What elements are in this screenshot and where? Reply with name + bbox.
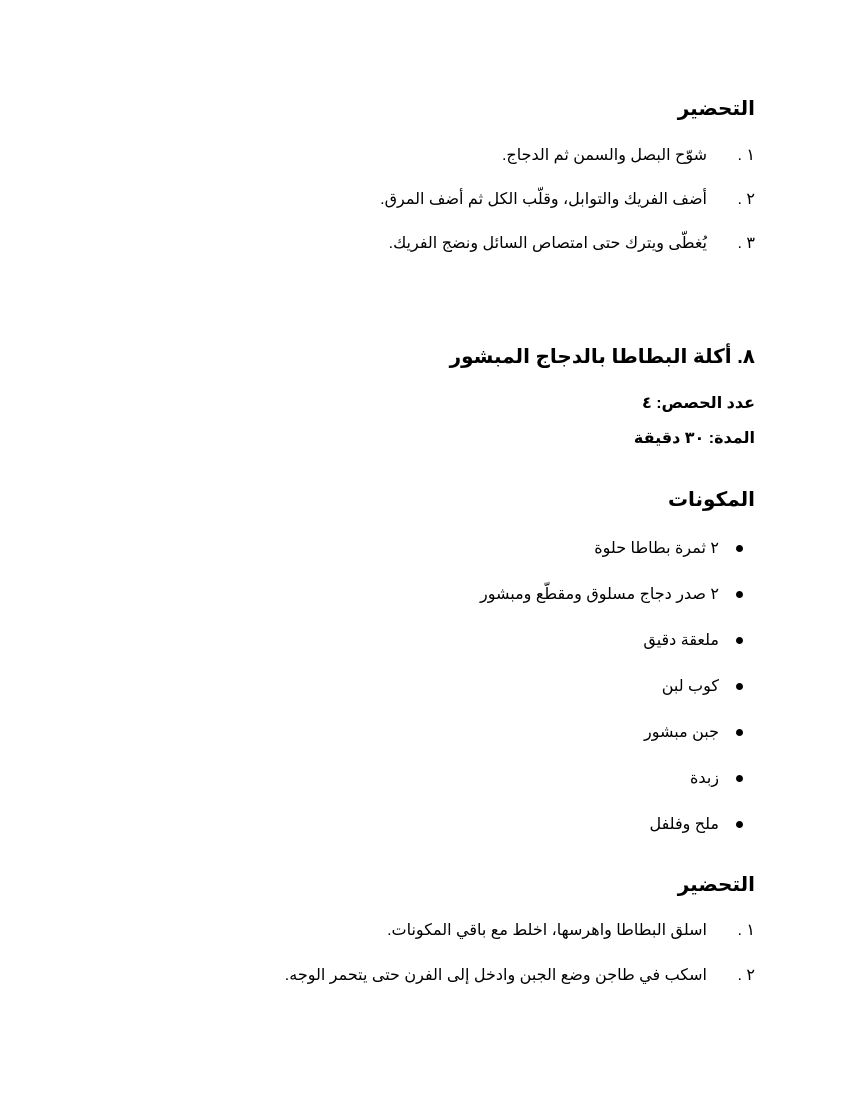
prep-step-2-1 bbox=[387, 920, 755, 940]
servings: عدد الحصص: ٤ bbox=[642, 395, 755, 412]
ingredient-text: ٢ ثمرة بطاطا حلوة bbox=[594, 540, 719, 557]
ingredient-item bbox=[594, 538, 755, 558]
step-number: ١ . bbox=[737, 147, 755, 164]
ingredients-heading: المكونات bbox=[667, 489, 755, 511]
step-number: ١ . bbox=[737, 922, 755, 939]
ingredient-text: ٢ صدر دجاج مسلوق ومقطّع ومبشور bbox=[480, 586, 719, 603]
ingredient-item bbox=[643, 630, 755, 650]
step-text: أضف الفريك والتوابل، وقلّب الكل ثم أضف المرق. bbox=[380, 191, 707, 208]
recipe-title: ٨. أكلة البطاطا بالدجاج المبشور bbox=[449, 346, 755, 368]
ingredient-text: زبدة bbox=[690, 770, 719, 787]
prep-step-1-2 bbox=[380, 189, 755, 209]
step-text: اسلق البطاطا واهرسها، اخلط مع باقي المكونات. bbox=[387, 922, 707, 939]
bullet-icon bbox=[736, 637, 743, 644]
step-number: ٣ . bbox=[737, 235, 755, 252]
prep-step-1-1 bbox=[502, 145, 755, 165]
ingredient-item bbox=[644, 722, 755, 742]
step-number: ٢ . bbox=[737, 967, 755, 984]
prep-heading-1: التحضير bbox=[677, 98, 755, 120]
step-number: ٢ . bbox=[737, 191, 755, 208]
ingredient-item bbox=[480, 584, 755, 604]
bullet-icon bbox=[736, 591, 743, 598]
bullet-icon bbox=[736, 821, 743, 828]
ingredient-item bbox=[649, 814, 755, 834]
duration: المدة: ٣٠ دقيقة bbox=[633, 430, 755, 447]
ingredient-text: جبن مبشور bbox=[643, 724, 719, 741]
step-text: شوّح البصل والسمن ثم الدجاج. bbox=[501, 147, 707, 164]
bullet-icon bbox=[736, 729, 743, 736]
ingredient-text: كوب لبن bbox=[661, 678, 719, 695]
step-text: يُغطّى ويترك حتى امتصاص السائل ونضج الفريك. bbox=[388, 235, 707, 252]
prep-step-1-3 bbox=[389, 233, 755, 253]
ingredient-item bbox=[690, 768, 755, 788]
ingredient-text: ملح وفلفل bbox=[649, 816, 719, 833]
bullet-icon bbox=[736, 545, 743, 552]
ingredient-item bbox=[662, 676, 755, 696]
prep-heading-2: التحضير bbox=[677, 874, 755, 896]
bullet-icon bbox=[736, 683, 743, 690]
prep-step-2-2 bbox=[285, 965, 755, 985]
bullet-icon bbox=[736, 775, 743, 782]
ingredient-text: ملعقة دقيق bbox=[643, 632, 719, 649]
step-text: اسكب في طاجن وضع الجبن وادخل إلى الفرن حتى يتحمر الوجه. bbox=[284, 967, 707, 984]
